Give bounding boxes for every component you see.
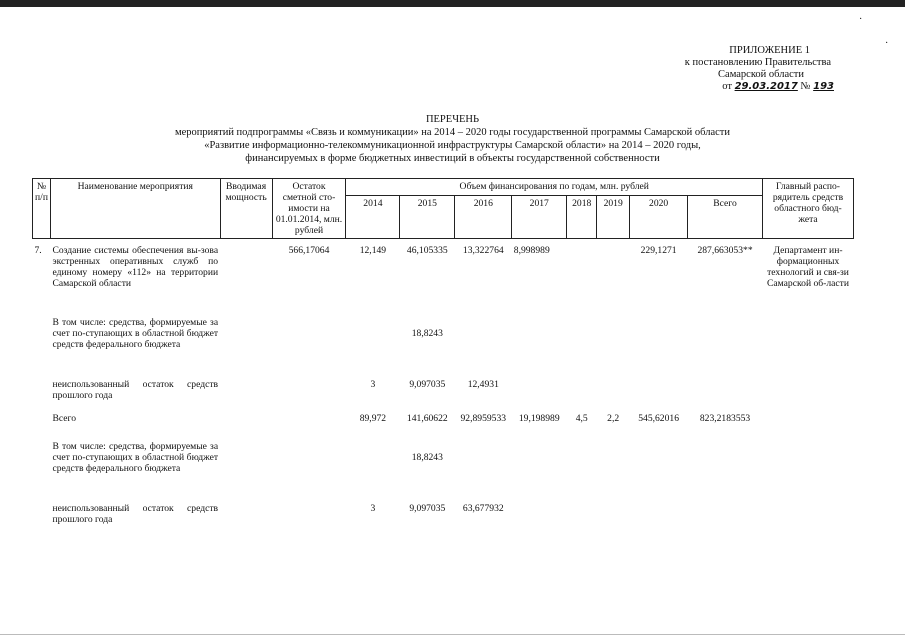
document-title-line: мероприятий подпрограммы «Связь и коммуникации» на 2014 – 2020 годы государственной программы Самарской области <box>174 127 730 138</box>
appendix-line: Самарской области <box>718 69 804 80</box>
cell-capacity <box>220 317 272 379</box>
cell-value <box>630 441 688 503</box>
cell-value <box>567 239 597 318</box>
cell-value <box>455 441 512 503</box>
cell-value: 9,097035 <box>409 503 446 514</box>
cell-value <box>597 379 630 413</box>
header-year: 2018 <box>567 196 597 239</box>
cell-capacity <box>220 441 272 503</box>
cell-name: В том числе: средства, формируемые за счет по-ступающих в областной бюджет средств федерального бюджета <box>52 317 219 350</box>
handwritten-date: 29.03.2017 <box>734 81 798 92</box>
cell-value: 545,62016 <box>638 413 679 424</box>
cell-value: 3 <box>370 503 376 514</box>
scan-bottom-edge <box>0 634 905 635</box>
cell-total <box>688 441 763 503</box>
appendix-line: к постановлению Правительства <box>684 57 831 68</box>
appendix-title: ПРИЛОЖЕНИЕ 1 <box>729 45 810 56</box>
cell-value: 12,149 <box>359 245 387 256</box>
cell-value <box>346 317 400 379</box>
cell-capacity <box>220 503 272 533</box>
measures-table <box>32 178 854 533</box>
cell-name: В том числе: средства, формируемые за счет по-ступающих в областной бюджет средств федерального бюджета <box>52 441 219 474</box>
cell-value: 13,322764 <box>462 245 504 256</box>
document-heading: ПЕРЕЧЕНЬ <box>425 114 480 125</box>
cell-manager <box>763 441 854 503</box>
cell-value <box>630 503 688 533</box>
cell-value: 12,4931 <box>467 379 499 390</box>
scan-top-edge <box>0 0 905 7</box>
header-year: 2016 <box>455 196 512 239</box>
cell-total <box>688 503 763 533</box>
table-row <box>33 413 854 441</box>
header-remainder: Остаток сметной сто-имости на 01.01.2014, млн. рублей <box>272 179 346 239</box>
cell-num <box>33 413 51 441</box>
cell-capacity <box>220 413 272 441</box>
cell-value <box>567 503 597 533</box>
cell-value: 4,5 <box>575 413 588 424</box>
cell-value <box>567 379 597 413</box>
scan-speck: · <box>885 38 889 49</box>
cell-value <box>512 317 567 379</box>
header-year: 2015 <box>400 196 455 239</box>
cell-value <box>597 503 630 533</box>
cell-remainder <box>272 441 346 503</box>
cell-value: 3 <box>370 379 376 390</box>
table-row <box>33 503 854 533</box>
document-title-line: финансируемых в форме бюджетных инвестиций в объекты государственной собственности <box>245 153 660 164</box>
cell-value <box>512 503 567 533</box>
cell-remainder: 566,17064 <box>288 245 330 256</box>
cell-name: неиспользованный остаток средств прошлого года <box>52 503 219 525</box>
cell-value <box>630 379 688 413</box>
document-title-line: «Развитие информационно-телекоммуникационной инфраструктуры Самарской области» на 2014 – 2020 годы, <box>204 140 701 151</box>
cell-name: Всего <box>52 413 76 424</box>
date-prefix: от <box>722 81 732 92</box>
cell-total: 287,663053** <box>697 245 753 256</box>
cell-capacity <box>220 239 272 318</box>
cell-value <box>346 441 400 503</box>
cell-remainder <box>272 503 346 533</box>
cell-value: 92,8959533 <box>460 413 507 424</box>
cell-num <box>33 441 51 503</box>
cell-manager: Департамент ин-формационных технологий и свя-зи Самарской об-ласти <box>767 245 849 289</box>
table-row <box>33 441 854 503</box>
cell-value <box>512 441 567 503</box>
cell-total: 823,2183553 <box>699 413 751 424</box>
cell-remainder <box>272 379 346 413</box>
cell-value: 8,998989 <box>513 245 550 256</box>
cell-remainder <box>272 317 346 379</box>
header-name: Наименование мероприятия <box>50 179 220 239</box>
cell-manager <box>763 317 854 379</box>
header-year: 2020 <box>630 196 688 239</box>
cell-name: Создание системы обеспечения вы-зова экстренных оперативных служб по единому номеру «112» на территории Самарской области <box>52 245 219 289</box>
cell-manager <box>763 503 854 533</box>
appendix-date-number <box>644 81 844 93</box>
cell-num <box>33 379 51 413</box>
cell-value <box>455 317 512 379</box>
handwritten-number: 193 <box>813 81 834 92</box>
appendix-header <box>644 45 844 93</box>
cell-value: 18,8243 <box>411 452 443 463</box>
cell-total <box>688 317 763 379</box>
cell-value <box>567 317 597 379</box>
cell-total <box>688 379 763 413</box>
cell-num: 7. <box>34 245 42 256</box>
cell-remainder <box>272 413 346 441</box>
table-row <box>33 379 854 413</box>
header-year: 2014 <box>346 196 400 239</box>
cell-value: 63,677932 <box>462 503 504 514</box>
cell-value <box>567 441 597 503</box>
table-header-row <box>33 179 854 196</box>
cell-value: 229,1271 <box>640 245 677 256</box>
cell-value: 19,198989 <box>518 413 560 424</box>
header-capacity: Вводимая мощность <box>220 179 272 239</box>
cell-value: 9,097035 <box>409 379 446 390</box>
cell-manager <box>763 379 854 413</box>
cell-value <box>597 239 630 318</box>
table-row <box>33 317 854 379</box>
header-year: 2019 <box>597 196 630 239</box>
cell-value: 141,60622 <box>406 413 448 424</box>
header-year: 2017 <box>512 196 567 239</box>
cell-value: 18,8243 <box>411 328 443 339</box>
header-manager: Главный распо-рядитель средств областного бюд-жета <box>763 179 854 239</box>
cell-value <box>630 317 688 379</box>
header-volume: Объем финансирования по годам, млн. рублей <box>346 179 763 196</box>
cell-value <box>597 441 630 503</box>
cell-num <box>33 317 51 379</box>
scan-speck: · <box>859 14 863 25</box>
header-total: Всего <box>688 196 763 239</box>
number-label: № <box>800 81 811 92</box>
cell-name: неиспользованный остаток средств прошлого года <box>52 379 219 401</box>
cell-value: 2,2 <box>607 413 620 424</box>
table-row <box>33 239 854 318</box>
cell-value <box>512 379 567 413</box>
header-num: № п/п <box>33 179 51 239</box>
cell-value <box>597 317 630 379</box>
cell-value: 89,972 <box>359 413 387 424</box>
cell-manager <box>763 413 854 441</box>
cell-num <box>33 503 51 533</box>
cell-capacity <box>220 379 272 413</box>
cell-value: 46,105335 <box>406 245 448 256</box>
